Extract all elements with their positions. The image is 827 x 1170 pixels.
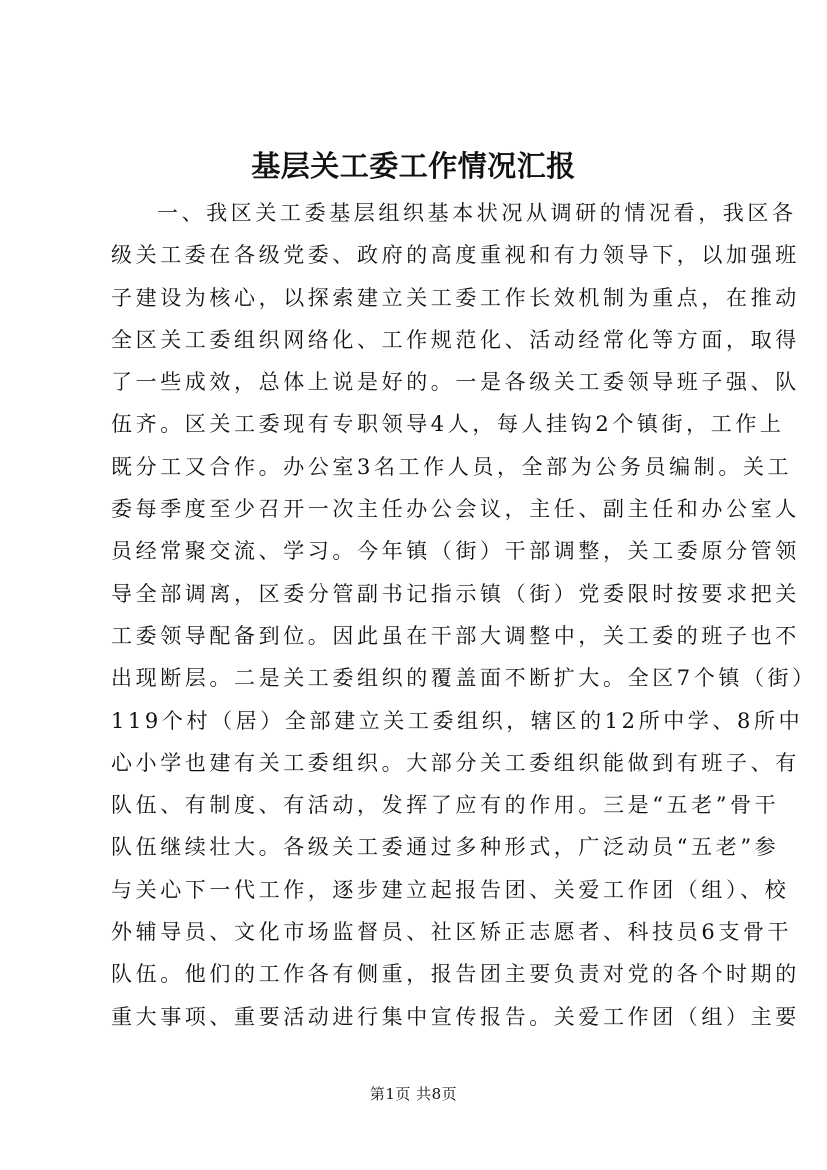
body-line: 伍齐。区关工委现有专职领导4人，每人挂钩2个镇街，工作上 [111,412,785,437]
body-line: 既分工又合作。办公室3名工作人员，全部为公务员编制。关工 [111,454,793,479]
body-line: 委每季度至少召开一次主任办公会议，主任、副主任和办公室人 [111,497,800,522]
body-line: 工委领导配备到位。因此虽在干部大调整中，关工委的班子也不 [111,623,800,648]
page-number-footer: 第1页 共8页 [369,1085,458,1103]
body-line: 队伍、有制度、有活动，发挥了应有的作用。三是“五老”骨干 [111,793,780,818]
body-line: 员经常聚交流、学习。今年镇（街）干部调整，关工委原分管领 [111,539,800,564]
body-line: 队伍。他们的工作各有侧重，报告团主要负责对党的各个时期的 [111,962,800,987]
body-line: 导全部调离，区委分管副书记指示镇（街）党委限时按要求把关 [111,581,800,606]
body-line: 队伍继续壮大。各级关工委通过多种形式，广泛动员“五老”参 [111,835,780,860]
body-line: 一、我区关工委基层组织基本状况从调研的情况看，我区各 [157,201,797,225]
body-line: 与关心下一代工作，逐步建立起报告团、关爱工作团（组）、校 [111,877,790,902]
body-line: 级关工委在各级党委、政府的高度重视和有力领导下，以加强班 [111,243,800,268]
body-line: 外辅导员、文化市场监督员、社区矫正志愿者、科技员6支骨干 [111,920,793,945]
document-title: 基层关工委工作情况汇报 [251,149,576,183]
body-line: 119个村（居）全部建立关工委组织，辖区的12所中学、8所中 [111,708,804,733]
body-line: 了一些成效，总体上说是好的。一是各级关工委领导班子强、队 [111,370,800,395]
document-body [111,192,817,1038]
body-line: 全区关工委组织网络化、工作规范化、活动经常化等方面，取得 [111,327,800,352]
body-line: 出现断层。二是关工委组织的覆盖面不断扩大。全区7个镇（街） [111,666,817,691]
body-line: 子建设为核心，以探索建立关工委工作长效机制为重点，在推动 [111,285,800,310]
body-line: 重大事项、重要活动进行集中宣传报告。关爱工作团（组）主要 [111,1004,800,1029]
body-line: 心小学也建有关工委组织。大部分关工委组织能做到有班子、有 [111,750,800,775]
